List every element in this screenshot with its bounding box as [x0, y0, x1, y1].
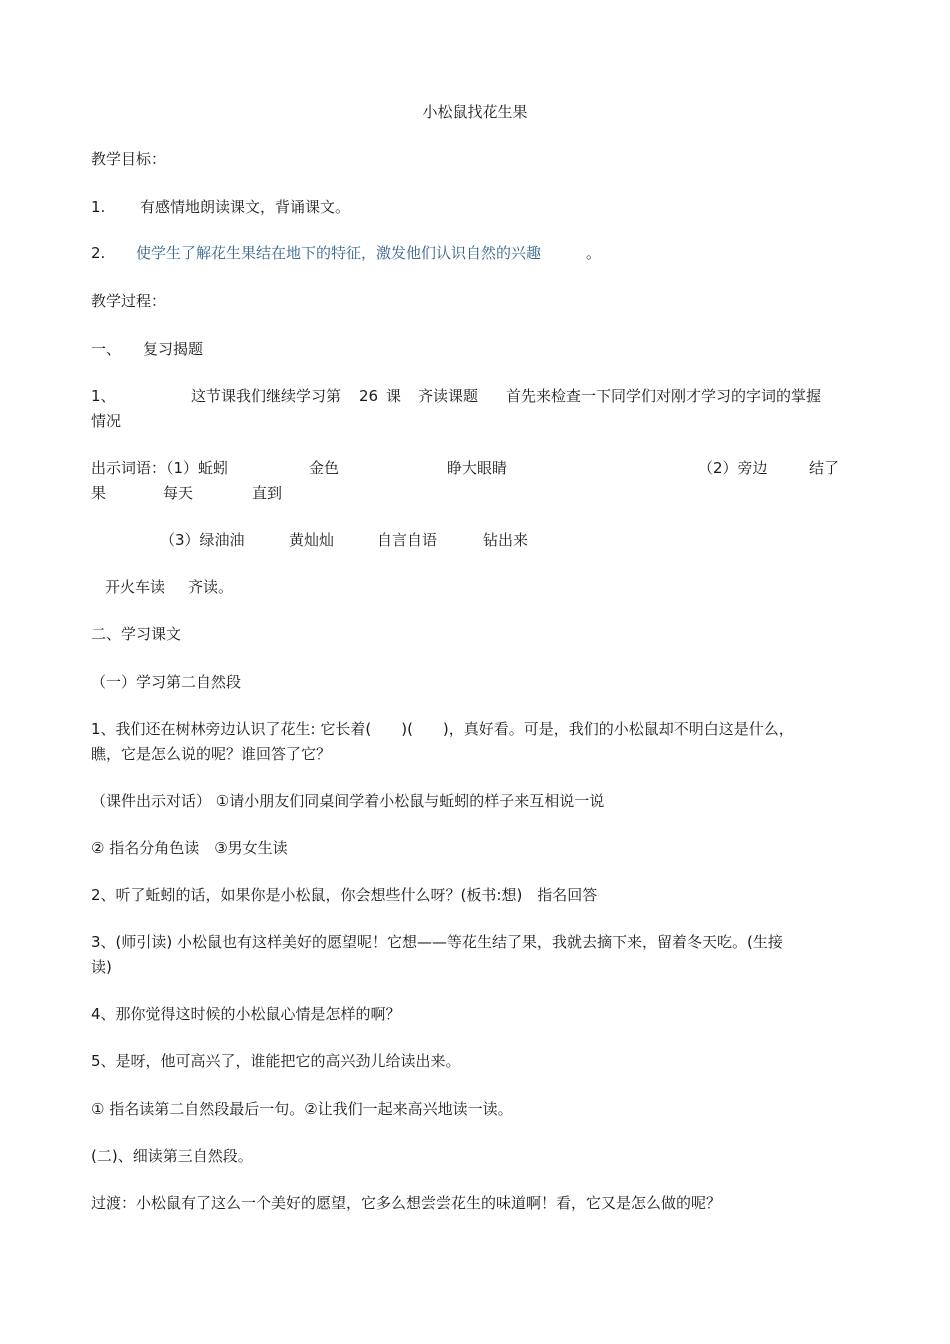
item-1-number: 1、: [91, 387, 116, 405]
document-title: 小松鼠找花生果: [422, 103, 528, 121]
question-5: 5、是呀，他可高兴了，谁能把它的高兴劲儿给读出来。: [91, 1052, 461, 1070]
transition-text: 过渡：小松鼠有了这么一个美好的愿望，它多么想尝尝花生的味道啊！看，它又是怎么做的呢？: [91, 1194, 722, 1212]
subsection-1-heading: （一）学习第二自然段: [91, 673, 242, 691]
words-label: 出示词语：（1）蚯蚓: [91, 459, 229, 477]
process-heading: 教学过程：: [91, 292, 167, 310]
word-group-3-d: 钻出来: [483, 531, 529, 549]
word-group-2-a: （2）旁边: [698, 459, 768, 477]
part-1-title: 复习揭题: [143, 340, 204, 358]
goal-2-period: 。: [586, 244, 602, 262]
item-1-lesson-number: 26: [359, 387, 379, 405]
word-group-2-d: 每天: [163, 484, 194, 502]
question-4: 4、那你觉得这时候的小松鼠心情是怎样的啊？: [91, 1005, 401, 1023]
question-3-line-2: 读): [91, 958, 112, 976]
part-2-heading: 二、学习课文: [91, 625, 182, 643]
courseware-dialogue: （课件出示对话） ①请小朋友们同桌间学着小松鼠与蚯蚓的样子来互相说一说: [91, 792, 605, 810]
word-gold: 金色: [309, 459, 340, 477]
item-1-text-c: 课: [386, 387, 402, 405]
word-group-3-c: 自言自语: [377, 531, 438, 549]
goal-2-text: 使学生了解花生果结在地下的特征，激发他们认识自然的兴趣: [136, 244, 542, 262]
item-1-text-e: 首先来检查一下同学们对刚才学习的字词的掌握: [506, 387, 822, 405]
question-2: 2、听了蚯蚓的话，如果你是小松鼠，你会想些什么呀？(板书:想) 指名回答: [91, 886, 598, 904]
goal-1-number: 1.: [91, 198, 106, 216]
word-group-2-c: 果: [91, 484, 107, 502]
reading-steps: ① 指名读第二自然段最后一句。②让我们一起来高兴地读一读。: [91, 1100, 513, 1118]
goal-1-text: 有感情地朗读课文，背诵课文。: [140, 198, 351, 216]
part-1-number: 一、: [91, 340, 122, 358]
item-1-text-f: 情况: [91, 412, 122, 430]
word-group-2-b: 结了: [809, 459, 840, 477]
subsection-2-heading: (二)、细读第三自然段。: [91, 1147, 253, 1165]
word-group-3-b: 黄灿灿: [289, 531, 335, 549]
goals-heading: 教学目标：: [91, 150, 167, 168]
item-1-text-a: 这节课我们继续学习第: [191, 387, 342, 405]
word-group-2-e: 直到: [252, 484, 283, 502]
word-group-3-a: （3）绿油油: [160, 531, 245, 549]
word-eyes: 睁大眼睛: [447, 459, 508, 477]
question-1-line-2: 瞧，它是怎么说的呢？谁回答了它？: [91, 745, 332, 763]
read-method-a: 开火车读: [105, 578, 166, 596]
question-3-line-1: 3、(师引读) 小松鼠也有这样美好的愿望呢！它想——等花生结了果，我就去摘下来，留着冬天吃。(生接: [91, 933, 783, 951]
question-1-line-1: 1、我们还在树林旁边认识了花生: 它长着( )( )，真好看。可是，我们的小松鼠却不明白这是什么，: [91, 720, 794, 738]
goal-2-number: 2.: [91, 244, 106, 262]
read-method-b: 齐读。: [188, 578, 234, 596]
reading-activities: ② 指名分角色读 ③男女生读: [91, 839, 288, 857]
item-1-text-d: 齐读课题: [418, 387, 479, 405]
